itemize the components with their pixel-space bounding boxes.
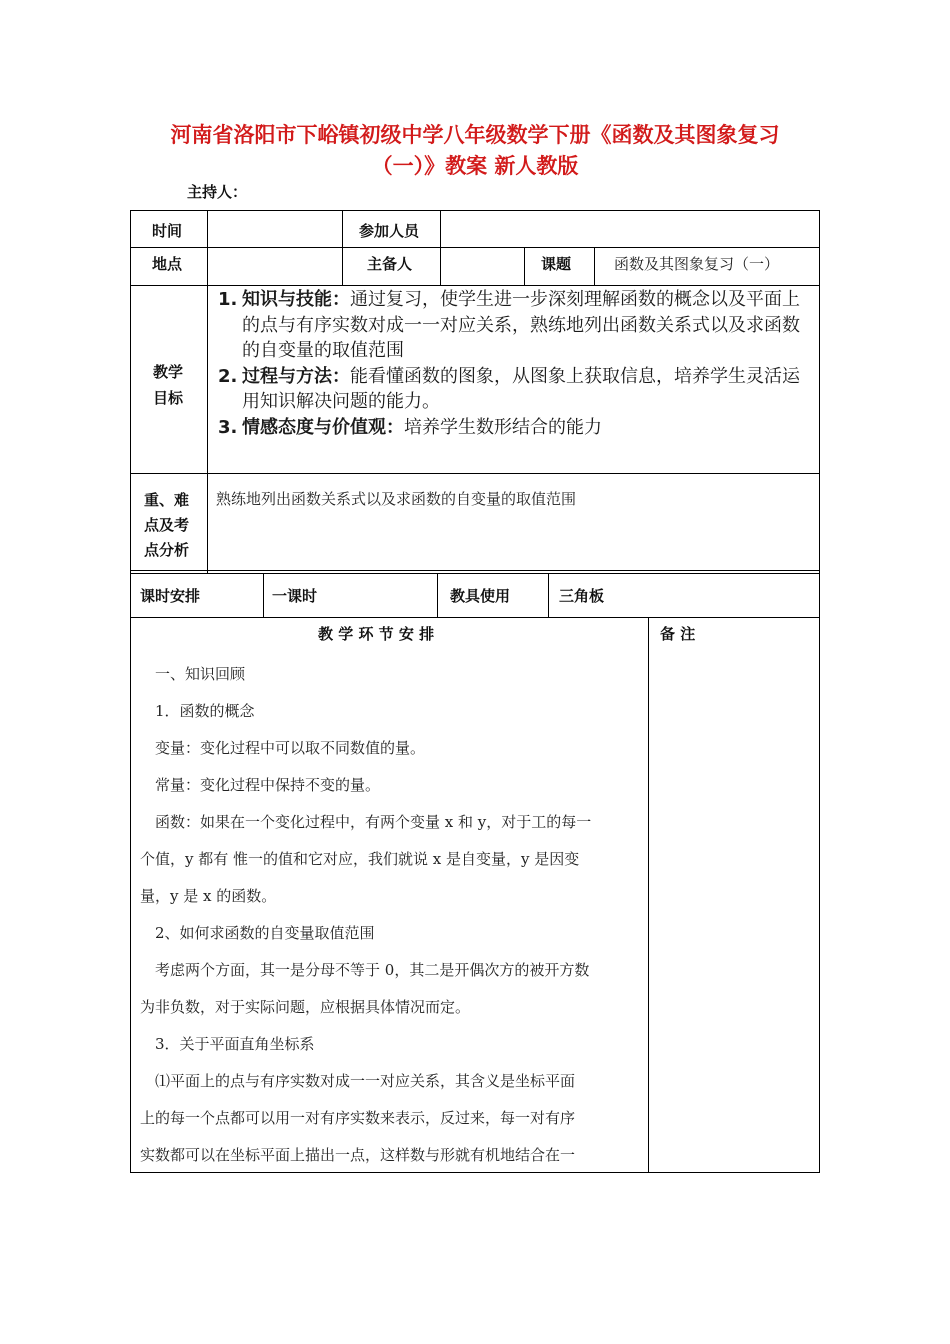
goal-text: 能看懂函数的图象，从图象上获取信息，培养学生灵活运用知识解决问题的能力。 <box>242 365 800 412</box>
table-line <box>819 210 820 1173</box>
title-line-2: （一）》教案 新人教版 <box>371 154 579 178</box>
table-line <box>130 573 820 574</box>
content-line: 上的每一个点都可以用一对有序实数来表示，反过来，每一对有序 <box>140 1109 576 1127</box>
content-line: 为非负数，对于实际问题，应根据具体情况而定。 <box>140 998 471 1016</box>
participants-label: 参加人员 <box>359 222 420 240</box>
content-line: 常量：变化过程中保持不变的量。 <box>155 776 381 794</box>
goal-key: 知识与技能： <box>242 289 350 310</box>
content-line: ⑴平面上的点与有序实数对成一一对应关系，其含义是坐标平面 <box>155 1072 576 1090</box>
key-points-label-line: 重、难 <box>144 491 190 509</box>
content-line: 变量：变化过程中可以取不同数值的量。 <box>155 739 426 757</box>
goal-item <box>218 364 814 415</box>
key-points-value: 熟练地列出函数关系式以及求函数的自变量的取值范围 <box>216 490 577 508</box>
table-line <box>548 573 549 617</box>
table-line <box>263 573 264 617</box>
content-line: 量，y 是 x 的函数。 <box>140 887 277 905</box>
goals-label-line: 目标 <box>153 389 184 407</box>
goal-number: 3. <box>218 416 238 438</box>
goal-text: 通过复习，使学生进一步深刻理解函数的概念以及平面上的点与有序实数对成一一对应关系，熟练地列出函数关系式以及求函数的自变量的取值范围 <box>242 289 800 361</box>
tools-label: 教具使用 <box>450 587 511 605</box>
topic-value: 函数及其图象复习（一） <box>614 255 780 273</box>
content-line: 个值，y 都有 惟一的值和它对应，我们就说 x 是自变量，y 是因变 <box>140 850 580 868</box>
content-line: 一、知识回顾 <box>155 665 246 683</box>
goal-number: 1. <box>218 289 238 310</box>
lesson-content <box>140 656 640 1174</box>
content-line: 函数：如果在一个变化过程中，有两个变量 x 和 y，对于工的每一 <box>155 813 592 831</box>
content-line: 考虑两个方面，其一是分母不等于 0，其二是开偶次方的被开方数 <box>155 961 590 979</box>
time-label: 时间 <box>152 222 183 240</box>
content-line: 3．关于平面直角坐标系 <box>155 1035 315 1053</box>
table-line <box>130 617 820 618</box>
goal-item <box>218 287 814 364</box>
key-points-label-line: 点分析 <box>144 541 190 559</box>
goal-text: 培养学生数形结合的能力 <box>404 416 602 438</box>
table-line <box>437 573 438 617</box>
table-line <box>594 247 595 285</box>
preparer-label: 主备人 <box>367 255 413 273</box>
title-line-1: 河南省洛阳市下峪镇初级中学八年级数学下册《函数及其图象复习 <box>170 123 780 147</box>
table-line <box>130 210 820 211</box>
goals-label <box>153 359 183 411</box>
content-line: 实数都可以在坐标平面上描出一点，这样数与形就有机地结合在一 <box>140 1146 576 1164</box>
table-line <box>342 210 343 285</box>
document-title <box>0 120 950 182</box>
table-line <box>648 617 649 1173</box>
table-line <box>130 247 820 248</box>
table-line <box>130 570 820 571</box>
section-header: 教 学 环 节 安 排 <box>318 625 435 643</box>
hours-value: 一课时 <box>272 587 318 605</box>
host-label: 主持人： <box>187 183 248 201</box>
table-line <box>440 210 441 285</box>
goal-number: 2. <box>218 365 238 387</box>
goals-label-line: 教学 <box>153 363 184 381</box>
place-label: 地点 <box>152 255 183 273</box>
table-line <box>207 210 208 573</box>
table-line <box>524 247 525 285</box>
goal-key: 过程与方法： <box>242 365 350 387</box>
tools-value: 三角板 <box>559 587 605 605</box>
topic-label: 课题 <box>541 255 572 273</box>
goal-item <box>218 415 814 441</box>
table-line <box>130 210 131 1173</box>
table-line <box>130 285 820 286</box>
key-points-label <box>144 488 189 563</box>
content-line: 2、如何求函数的自变量取值范围 <box>155 924 375 942</box>
content-line: 1．函数的概念 <box>155 702 255 720</box>
notes-header: 备 注 <box>660 625 696 643</box>
hours-label: 课时安排 <box>140 587 201 605</box>
key-points-label-line: 点及考 <box>144 516 190 534</box>
teaching-goals <box>218 287 814 440</box>
table-line <box>130 473 820 474</box>
goal-key: 情感态度与价值观： <box>242 416 404 438</box>
